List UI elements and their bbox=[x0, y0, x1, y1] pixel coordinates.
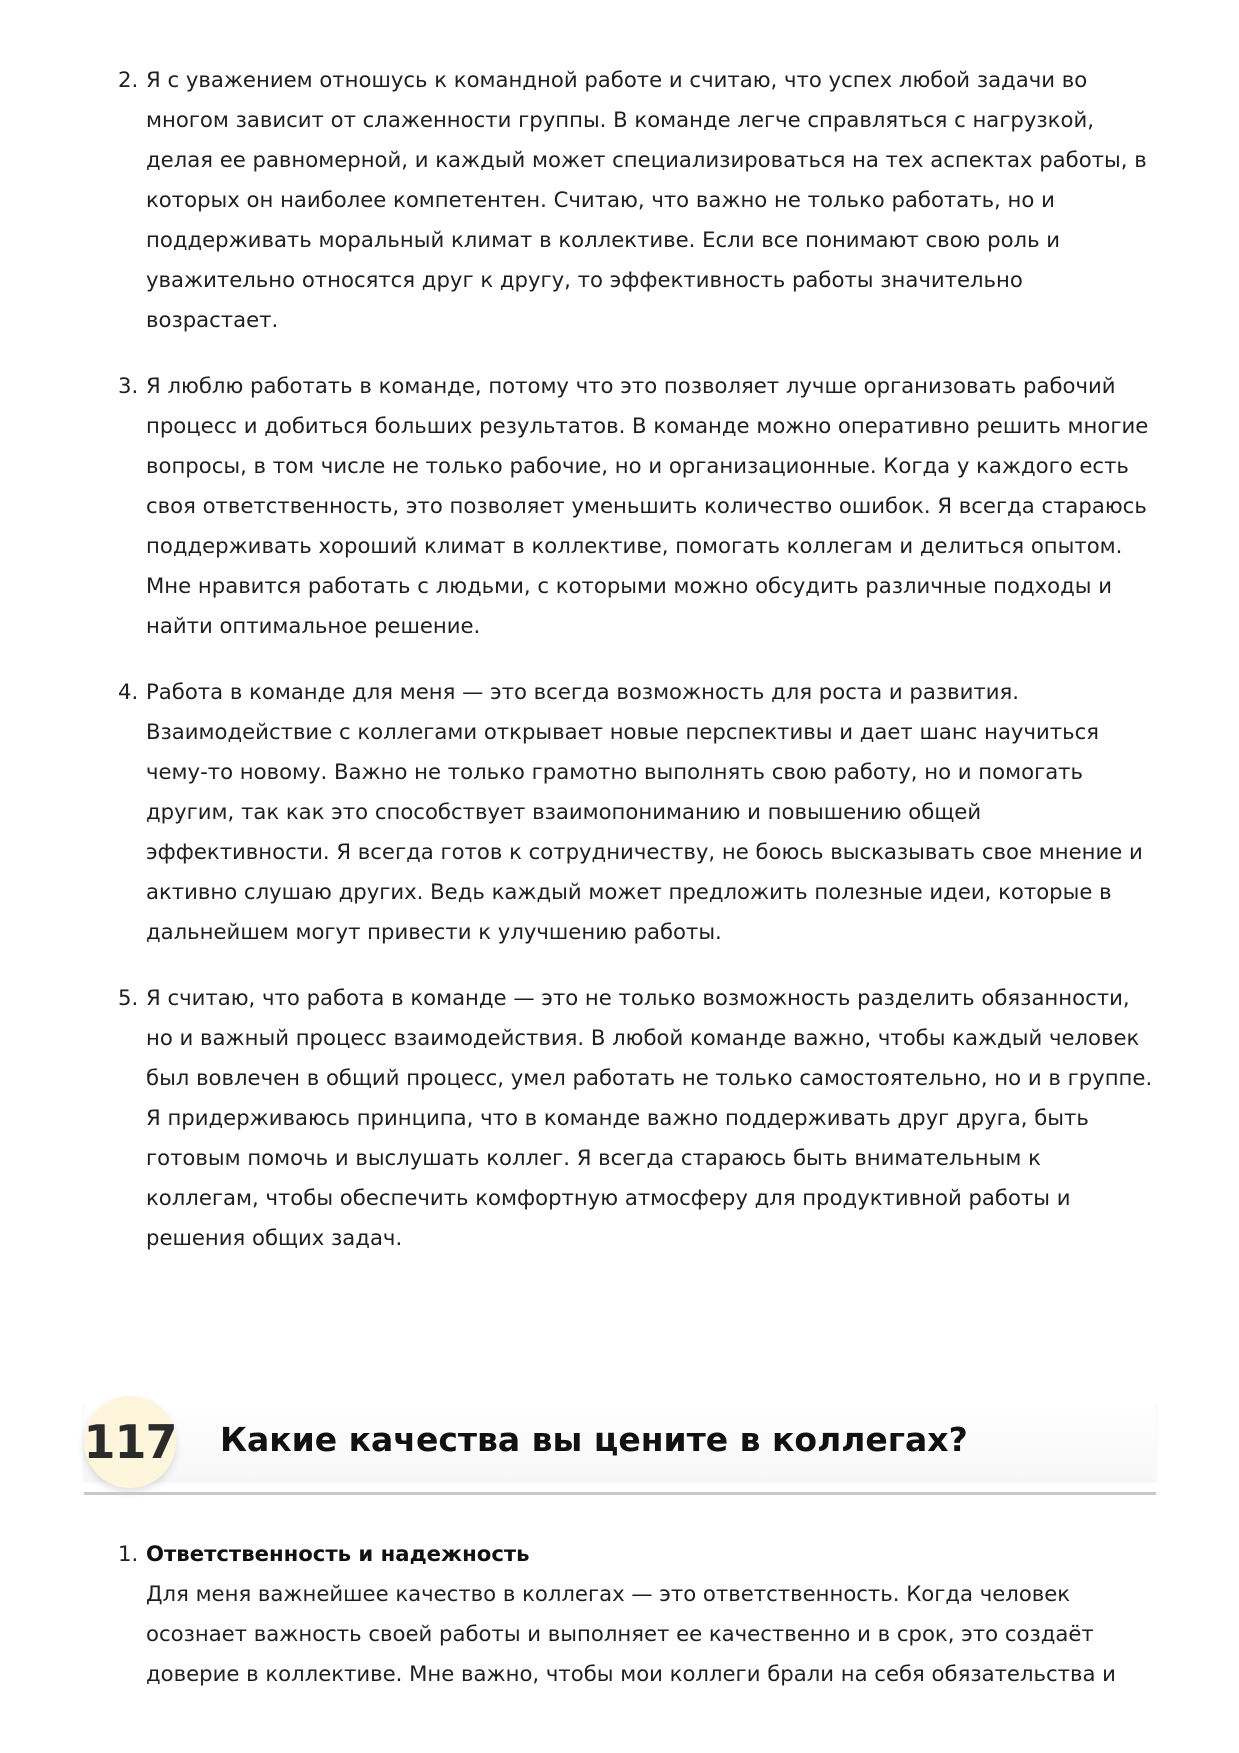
answer-item bbox=[118, 60, 1158, 340]
answer-item bbox=[118, 672, 1158, 952]
answer-number: 3. bbox=[118, 373, 139, 398]
question-number-badge: 117 bbox=[84, 1396, 176, 1488]
quality-number: 1. bbox=[118, 1541, 139, 1566]
quality-title: Ответственность и надежность bbox=[146, 1541, 530, 1566]
qualities-list bbox=[118, 1534, 1158, 1694]
answer-number: 5. bbox=[118, 985, 139, 1010]
answer-number: 2. bbox=[118, 67, 139, 92]
answer-number: 4. bbox=[118, 679, 139, 704]
answer-item bbox=[118, 366, 1158, 646]
answer-text: Работа в команде для меня — это всегда возможность для роста и развития. Взаимодействие с коллегами открывает новые перспективы и дает шанс научиться чему-то новому. Важно не только грамотно выполнять свою работу, но и помогать другим, так как это способствует взаимопониманию и повышению общей эффективности. Я всегда готов к сотрудничеству, не боюсь высказывать свое мнение и активно слушаю других. Ведь каждый может предложить полезные идеи, которые в дальнейшем могут привести к улучшению работы. bbox=[146, 679, 1143, 944]
quality-item bbox=[118, 1534, 1158, 1694]
header-divider bbox=[84, 1492, 1156, 1495]
answer-text: Я с уважением отношусь к командной работе и считаю, что успех любой задачи во многом зависит от слаженности группы. В команде легче справляться с нагрузкой, делая ее равномерной, и каждый может специализироваться на тех аспектах работы, в которых он наиболее компетентен. Считаю, что важно не только работать, но и поддерживать моральный климат в коллективе. Если все понимают свою роль и уважительно относятся друг к другу, то эффективность работы значительно возрастает. bbox=[146, 67, 1147, 332]
answer-text: Я люблю работать в команде, потому что это позволяет лучше организовать рабочий процесс и добиться больших результатов. В команде можно оперативно решить многие вопросы, в том числе не только рабочие, но и организационные. Когда у каждого есть своя ответственность, это позволяет уменьшить количество ошибок. Я всегда стараюсь поддерживать хороший климат в коллективе, помогать коллегам и делиться опытом. Мне нравится работать с людьми, с которыми можно обсудить различные подходы и найти оптимальное решение. bbox=[146, 373, 1149, 638]
answer-item bbox=[118, 978, 1158, 1258]
answer-text: Я считаю, что работа в команде — это не только возможность разделить обязанности, но и важный процесс взаимодействия. В любой команде важно, чтобы каждый человек был вовлечен в общий процесс, умел работать не только самостоятельно, но и в группе. Я придерживаюсь принципа, что в команде важно поддерживать друг друга, быть готовым помочь и выслушать коллег. Я всегда стараюсь быть внимательным к коллегам, чтобы обеспечить комфортную атмосферу для продуктивной работы и решения общих задач. bbox=[146, 985, 1153, 1250]
answers-list bbox=[118, 60, 1158, 1284]
question-header bbox=[84, 1396, 1156, 1496]
quality-text: Для меня важнейшее качество в коллегах — это ответственность. Когда человек осознает важность своей работы и выполняет ее качественно и в срок, это создаёт доверие в коллективе. Мне важно, чтобы мои коллеги брали на себя обязательства и bbox=[146, 1581, 1116, 1686]
question-title: Какие качества вы цените в коллегах? bbox=[220, 1420, 968, 1459]
